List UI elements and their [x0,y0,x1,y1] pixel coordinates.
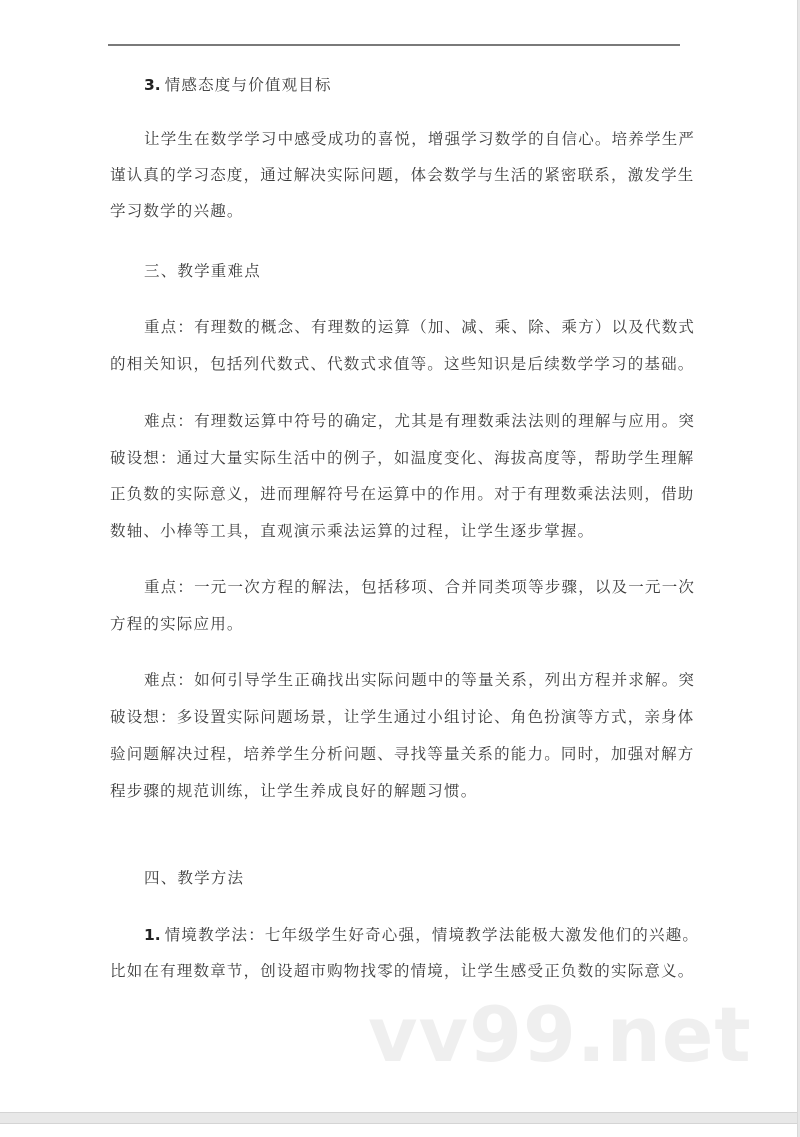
paragraph-line: 让学生在数学学习中感受成功的喜悦，增强学习数学的自信心。培养学生严 [144,130,696,148]
paragraph-line: 方程的实际应用。 [110,615,244,633]
paragraph-line: 验问题解决过程，培养学生分析问题、寻找等量关系的能力。同时，加强对解方 [110,745,695,763]
paragraph-line: 难点：如何引导学生正确找出实际问题中的等量关系，列出方程并求解。突 [144,671,696,689]
next-page-top [0,1124,797,1137]
section-3-number: 3. [144,76,161,94]
paragraph-line: 正负数的实际意义，进而理解符号在运算中的作用。对于有理数乘法法则，借助 [110,485,695,503]
paragraph-line: 谨认真的学习态度，通过解决实际问题，体会数学与生活的紧密联系，激发学生 [110,166,695,184]
paragraph-line: 破设想：多设置实际问题场景，让学生通过小组讨论、角色扮演等方式，亲身体 [110,708,695,726]
paragraph-line: 学习数学的兴趣。 [110,202,244,220]
heading-key-difficult-points: 三、教学重难点 [144,262,261,280]
section-3-title: 情感态度与价值观目标 [164,76,332,94]
paragraph-line: 的相关知识，包括列代数式、代数式求值等。这些知识是后续数学学习的基础。 [110,355,695,373]
method-1-line [144,923,700,947]
page-separator [0,1112,800,1124]
method-1-text: 情境教学法：七年级学生好奇心强，情境教学法能极大激发他们的兴趣。 [164,926,700,944]
watermark: vv99.net [368,990,752,1079]
method-1-number: 1. [144,926,161,944]
paragraph-line: 破设想：通过大量实际生活中的例子，如温度变化、海拔高度等，帮助学生理解 [110,449,695,467]
paragraph-line: 数轴、小棒等工具，直观演示乘法运算的过程，让学生逐步掌握。 [110,522,595,540]
paragraph-line: 程步骤的规范训练，让学生养成良好的解题习惯。 [110,782,478,800]
heading-teaching-methods: 四、教学方法 [144,869,245,887]
paragraph-line: 难点：有理数运算中符号的确定，尤其是有理数乘法法则的理解与应用。突 [144,412,696,430]
section-3-heading [144,73,680,97]
paragraph-line: 比如在有理数章节，创设超市购物找零的情境，让学生感受正负数的实际意义。 [110,962,695,980]
paragraph-line: 重点：有理数的概念、有理数的运算（加、减、乘、除、乘方）以及代数式 [144,318,696,336]
paragraph-line: 重点：一元一次方程的解法，包括移项、合并同类项等步骤，以及一元一次 [144,578,696,596]
header-rule [108,44,680,46]
